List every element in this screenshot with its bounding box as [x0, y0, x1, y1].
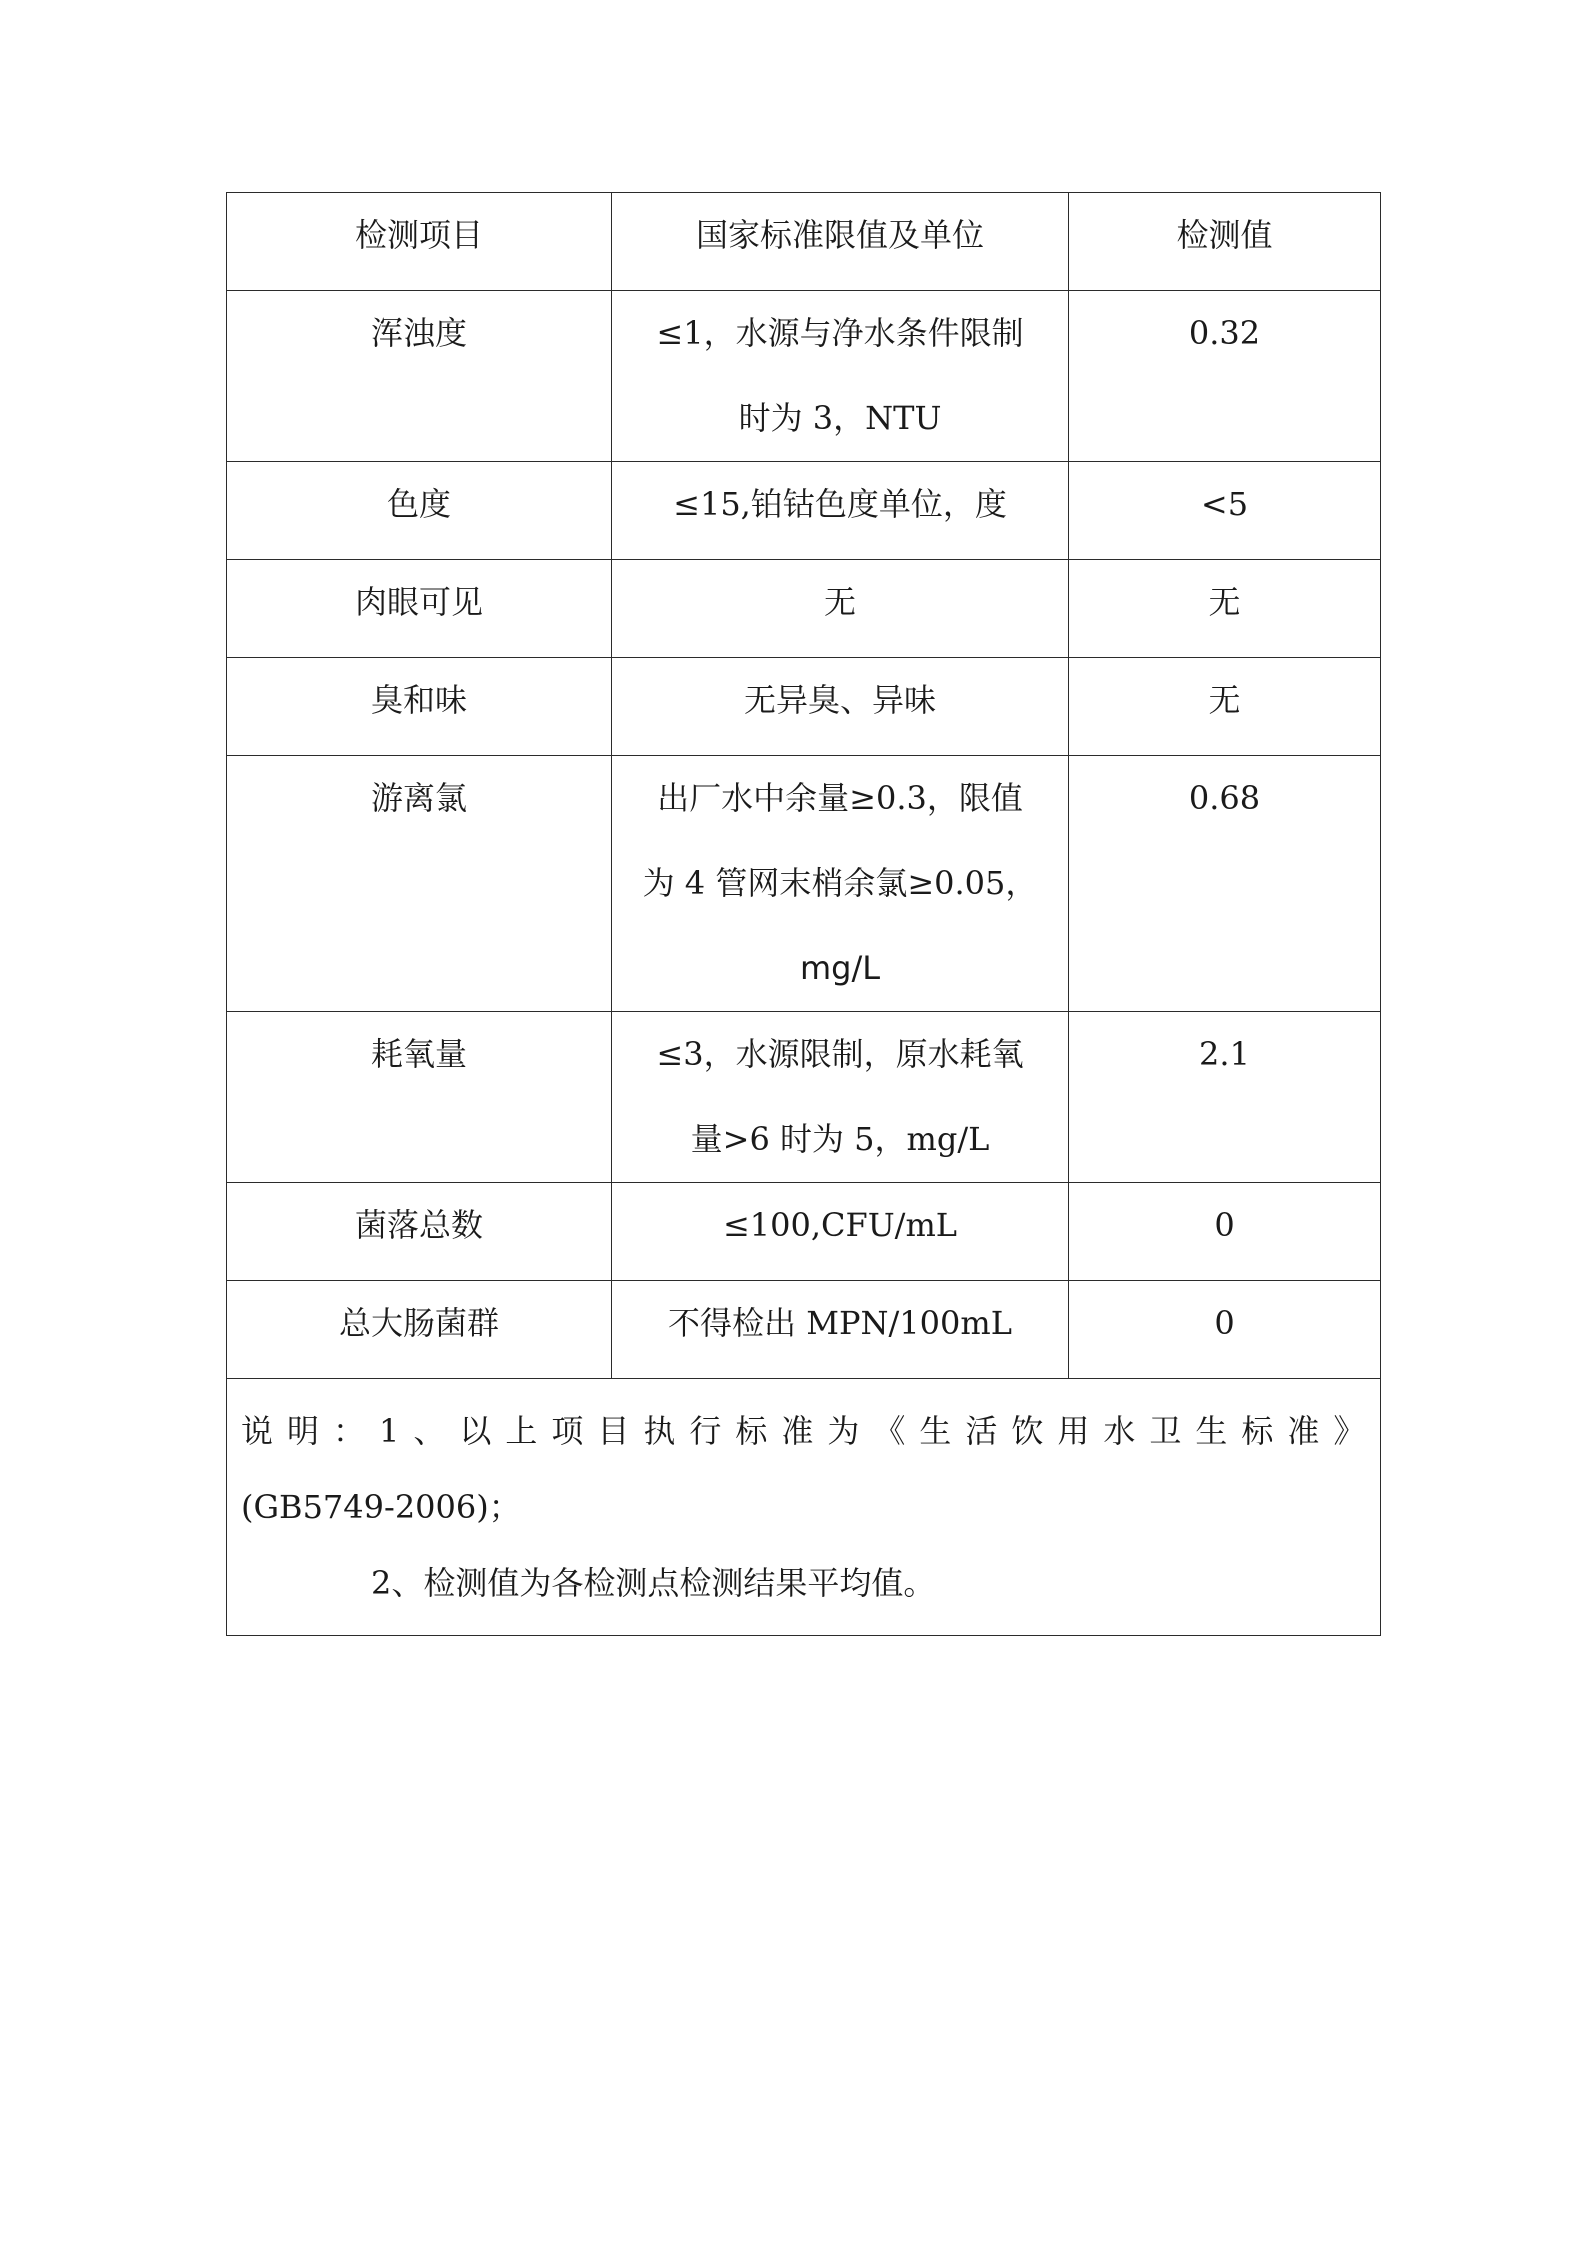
header-cell-value: 检测值	[1069, 193, 1381, 291]
value-cell: 2.1	[1069, 1012, 1381, 1183]
item-cell: 游离氯	[227, 756, 612, 1012]
standard-cell: ≤100,CFU/mL	[612, 1183, 1069, 1281]
value-cell: 无	[1069, 560, 1381, 658]
standard-cell: 不得检出 MPN/100mL	[612, 1281, 1069, 1379]
item-cell: 总大肠菌群	[227, 1281, 612, 1379]
standard-cell: 出厂水中余量≥0.3，限值 为 4 管网末梢余氯≥0.05， mg/L	[612, 756, 1069, 1012]
standard-cell: ≤15,铂钴色度单位，度	[612, 462, 1069, 560]
value-cell: 0	[1069, 1281, 1381, 1379]
item-cell: 菌落总数	[227, 1183, 612, 1281]
table-row	[227, 1183, 1381, 1281]
table-row	[227, 658, 1381, 756]
notes-cell	[227, 1379, 1381, 1636]
table-row	[227, 1281, 1381, 1379]
header-cell-standard: 国家标准限值及单位	[612, 193, 1069, 291]
item-cell: 肉眼可见	[227, 560, 612, 658]
table-row	[227, 1012, 1381, 1183]
value-cell: 0.32	[1069, 291, 1381, 462]
value-cell: 0.68	[1069, 756, 1381, 1012]
table-row	[227, 756, 1381, 1012]
table-header-row	[227, 193, 1381, 291]
item-cell: 色度	[227, 462, 612, 560]
water-quality-table	[226, 192, 1381, 1636]
item-cell: 浑浊度	[227, 291, 612, 462]
note-line-2: (GB5749-2006)；	[241, 1488, 521, 1526]
standard-cell: 无	[612, 560, 1069, 658]
header-cell-item: 检测项目	[227, 193, 612, 291]
table-row	[227, 291, 1381, 462]
note-line-3: 2、检测值为各检测点检测结果平均值。	[371, 1564, 936, 1602]
value-cell: 无	[1069, 658, 1381, 756]
item-cell: 耗氧量	[227, 1012, 612, 1183]
standard-cell: 无异臭、异味	[612, 658, 1069, 756]
standard-cell: ≤1，水源与净水条件限制 时为 3，NTU	[612, 291, 1069, 462]
note-line-1: 说明：1、以上项目执行标准为《生活饮用水卫生标准》	[241, 1412, 1380, 1450]
table-row	[227, 560, 1381, 658]
value-cell: <5	[1069, 462, 1381, 560]
value-cell: 0	[1069, 1183, 1381, 1281]
table-row	[227, 462, 1381, 560]
item-cell: 臭和味	[227, 658, 612, 756]
standard-cell: ≤3，水源限制，原水耗氧 量>6 时为 5，mg/L	[612, 1012, 1069, 1183]
notes-row	[227, 1379, 1381, 1636]
